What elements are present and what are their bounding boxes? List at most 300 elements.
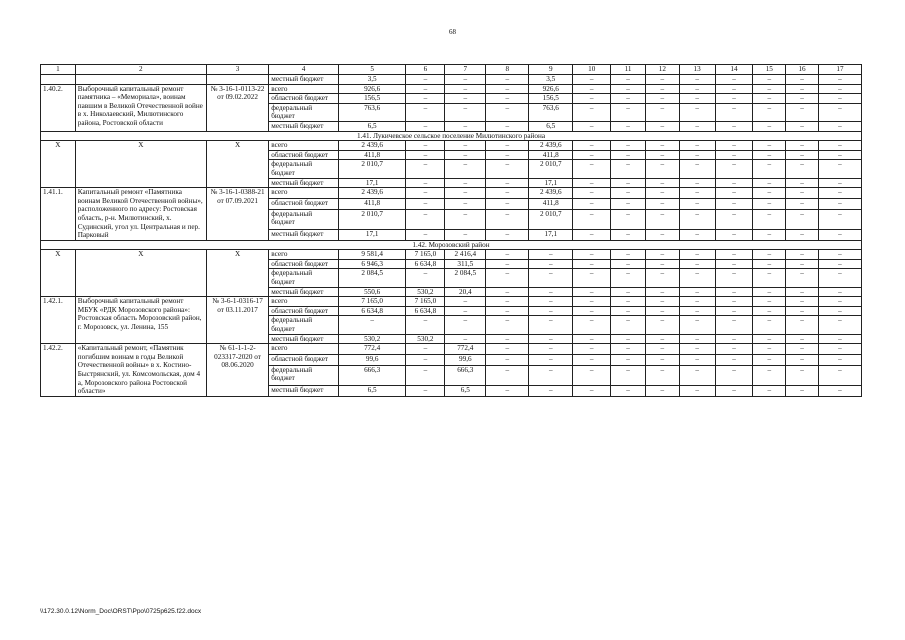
amount-cell: – — [573, 334, 611, 344]
amount-cell: – — [486, 269, 529, 287]
amount-cell: – — [645, 160, 679, 178]
amount-cell: – — [486, 386, 529, 397]
amount-cell: – — [753, 178, 786, 188]
amount-cell: 17,1 — [338, 178, 406, 188]
amount-cell: – — [715, 365, 753, 385]
amount-cell: – — [753, 269, 786, 287]
amount-cell: – — [715, 344, 753, 355]
amount-cell: – — [529, 386, 573, 397]
amount-cell: – — [679, 316, 715, 334]
amount-cell: – — [486, 209, 529, 229]
amount-cell: – — [818, 250, 861, 260]
amount-cell: 530,2 — [338, 334, 406, 344]
funding-source: областной бюджет — [269, 94, 339, 104]
amount-cell: – — [679, 269, 715, 287]
funding-source: областной бюджет — [269, 354, 339, 365]
amount-cell: – — [786, 250, 819, 260]
column-number: 16 — [786, 65, 819, 75]
amount-cell: – — [645, 297, 679, 307]
column-number-row — [41, 65, 862, 75]
amount-cell: – — [573, 306, 611, 316]
amount-cell: – — [645, 287, 679, 297]
amount-cell: – — [486, 344, 529, 355]
amount-cell: – — [786, 334, 819, 344]
column-number: 3 — [206, 65, 268, 75]
amount-cell: – — [818, 306, 861, 316]
amount-cell: – — [753, 94, 786, 104]
amount-cell: – — [445, 229, 486, 240]
funding-source: всего — [269, 297, 339, 307]
amount-cell: – — [645, 84, 679, 94]
amount-cell: 411,8 — [338, 198, 406, 209]
amount-cell: – — [573, 344, 611, 355]
amount-cell: – — [529, 306, 573, 316]
amount-cell: – — [611, 94, 646, 104]
amount-cell: 17,1 — [529, 178, 573, 188]
item-number: Х — [41, 141, 76, 188]
table-row — [41, 84, 862, 94]
amount-cell: – — [818, 160, 861, 178]
amount-cell: 99,6 — [445, 354, 486, 365]
column-number: 8 — [486, 65, 529, 75]
amount-cell: – — [753, 121, 786, 131]
amount-cell: – — [679, 334, 715, 344]
amount-cell: 3,5 — [529, 75, 573, 85]
amount-cell: – — [679, 94, 715, 104]
amount-cell: – — [753, 198, 786, 209]
amount-cell: – — [406, 84, 445, 94]
amount-cell: 6 634,8 — [406, 306, 445, 316]
amount-cell: – — [645, 141, 679, 151]
document-ref: № 3-16-1-0388-21 от 07.09.2021 — [206, 188, 268, 241]
amount-cell: – — [818, 84, 861, 94]
amount-cell: – — [818, 150, 861, 160]
amount-cell: – — [818, 365, 861, 385]
amount-cell: 99,6 — [338, 354, 406, 365]
amount-cell: – — [573, 386, 611, 397]
funding-source: местный бюджет — [269, 75, 339, 85]
amount-cell: – — [818, 287, 861, 297]
amount-cell: – — [573, 269, 611, 287]
amount-cell: – — [445, 297, 486, 307]
column-number: 5 — [338, 65, 406, 75]
amount-cell: – — [486, 188, 529, 199]
amount-cell: – — [611, 259, 646, 269]
amount-cell: – — [679, 160, 715, 178]
amount-cell: – — [486, 354, 529, 365]
column-number: 17 — [818, 65, 861, 75]
column-number: 1 — [41, 65, 76, 75]
amount-cell: – — [715, 198, 753, 209]
amount-cell: – — [753, 103, 786, 121]
table-row — [41, 188, 862, 199]
amount-cell: – — [445, 84, 486, 94]
table-row — [41, 297, 862, 307]
amount-cell: – — [486, 178, 529, 188]
amount-cell: 411,8 — [529, 150, 573, 160]
amount-cell: – — [679, 75, 715, 85]
amount-cell: – — [679, 365, 715, 385]
amount-cell: – — [406, 141, 445, 151]
amount-cell: 411,8 — [529, 198, 573, 209]
amount-cell: – — [818, 229, 861, 240]
amount-cell: 772,4 — [338, 344, 406, 355]
amount-cell: – — [529, 344, 573, 355]
amount-cell: – — [645, 386, 679, 397]
item-number — [41, 75, 76, 85]
funding-source: местный бюджет — [269, 229, 339, 240]
amount-cell: – — [679, 150, 715, 160]
column-number: 14 — [715, 65, 753, 75]
section-row — [41, 131, 862, 141]
funding-source: федеральный бюджет — [269, 269, 339, 287]
amount-cell: – — [645, 334, 679, 344]
amount-cell: – — [715, 150, 753, 160]
item-number: 1.41.1. — [41, 188, 76, 241]
amount-cell: – — [445, 160, 486, 178]
amount-cell: – — [645, 269, 679, 287]
amount-cell: – — [611, 316, 646, 334]
amount-cell: – — [573, 365, 611, 385]
document-ref: Х — [206, 250, 268, 297]
amount-cell: 17,1 — [338, 229, 406, 240]
amount-cell: 666,3 — [445, 365, 486, 385]
amount-cell: – — [445, 121, 486, 131]
amount-cell: – — [786, 94, 819, 104]
amount-cell: – — [715, 297, 753, 307]
item-number: 1.40.2. — [41, 84, 76, 131]
amount-cell: – — [486, 150, 529, 160]
amount-cell: – — [645, 259, 679, 269]
amount-cell: – — [715, 75, 753, 85]
amount-cell: – — [406, 178, 445, 188]
amount-cell: – — [645, 178, 679, 188]
amount-cell: – — [753, 250, 786, 260]
amount-cell: – — [445, 198, 486, 209]
amount-cell: – — [786, 354, 819, 365]
amount-cell: – — [818, 94, 861, 104]
amount-cell: – — [611, 198, 646, 209]
amount-cell: – — [445, 334, 486, 344]
amount-cell: – — [645, 209, 679, 229]
amount-cell: – — [679, 354, 715, 365]
amount-cell: – — [818, 209, 861, 229]
amount-cell: – — [529, 354, 573, 365]
object-name: Капитальный ремонт «Памятника воинам Великой Отечественной войны», расположенного по адресу: Ростовская область, р-н. Милютинский, х. Судинский, угол ул. Центральная и пер. Парковый — [75, 188, 206, 241]
amount-cell: – — [486, 250, 529, 260]
amount-cell: – — [486, 334, 529, 344]
amount-cell: – — [406, 354, 445, 365]
amount-cell: – — [715, 316, 753, 334]
object-name: Выборочный капитальный ремонт памятника – «Мемориала», воинам павшим в Великой Отечественной войне в х. Николаевский, Милютинского района, Ростовской области — [75, 84, 206, 131]
amount-cell: – — [573, 75, 611, 85]
amount-cell: – — [818, 141, 861, 151]
amount-cell: – — [406, 209, 445, 229]
amount-cell: – — [573, 103, 611, 121]
amount-cell: – — [486, 287, 529, 297]
amount-cell: – — [786, 316, 819, 334]
funding-source: местный бюджет — [269, 121, 339, 131]
amount-cell: – — [786, 344, 819, 355]
amount-cell: – — [818, 188, 861, 199]
amount-cell: 6,5 — [338, 121, 406, 131]
amount-cell: – — [573, 250, 611, 260]
column-number: 9 — [529, 65, 573, 75]
amount-cell: – — [486, 121, 529, 131]
amount-cell: – — [715, 287, 753, 297]
funding-source: областной бюджет — [269, 306, 339, 316]
amount-cell: 7 165,0 — [406, 297, 445, 307]
amount-cell: – — [573, 354, 611, 365]
amount-cell: 6,5 — [338, 386, 406, 397]
amount-cell: – — [679, 250, 715, 260]
amount-cell: 17,1 — [529, 229, 573, 240]
amount-cell: – — [406, 75, 445, 85]
amount-cell: 156,5 — [338, 94, 406, 104]
amount-cell: 9 581,4 — [338, 250, 406, 260]
amount-cell: – — [445, 209, 486, 229]
amount-cell: – — [486, 160, 529, 178]
amount-cell: – — [786, 160, 819, 178]
amount-cell: – — [611, 386, 646, 397]
amount-cell: – — [486, 103, 529, 121]
amount-cell: – — [786, 121, 819, 131]
amount-cell: – — [406, 316, 445, 334]
amount-cell: – — [573, 141, 611, 151]
amount-cell: – — [645, 150, 679, 160]
amount-cell: – — [786, 198, 819, 209]
amount-cell: – — [486, 365, 529, 385]
amount-cell: 3,5 — [338, 75, 406, 85]
amount-cell: – — [573, 209, 611, 229]
amount-cell: – — [753, 150, 786, 160]
amount-cell: – — [445, 306, 486, 316]
amount-cell: – — [611, 103, 646, 121]
object-name: Х — [75, 250, 206, 297]
amount-cell: – — [753, 334, 786, 344]
amount-cell: – — [753, 354, 786, 365]
amount-cell: – — [611, 297, 646, 307]
amount-cell: – — [753, 365, 786, 385]
amount-cell: – — [406, 188, 445, 199]
document-ref — [206, 75, 268, 85]
object-name: «Капитальный ремонт, «Памятник погибшим воинам в годы Великой Отечественной войны» в х. Костино-Быстрянский, ул. Комсомольская, дом 4 а, Морозовского района Ростовской области» — [75, 344, 206, 397]
funding-source: местный бюджет — [269, 178, 339, 188]
amount-cell: – — [529, 259, 573, 269]
amount-cell: – — [786, 269, 819, 287]
amount-cell: – — [753, 188, 786, 199]
funding-source: областной бюджет — [269, 259, 339, 269]
amount-cell: – — [573, 121, 611, 131]
amount-cell: 2 439,6 — [338, 141, 406, 151]
amount-cell: – — [611, 150, 646, 160]
amount-cell: – — [818, 103, 861, 121]
amount-cell: – — [611, 229, 646, 240]
column-number: 7 — [445, 65, 486, 75]
amount-cell: – — [715, 229, 753, 240]
amount-cell: – — [715, 103, 753, 121]
amount-cell: – — [753, 75, 786, 85]
amount-cell: – — [753, 141, 786, 151]
funding-source: федеральный бюджет — [269, 160, 339, 178]
amount-cell: – — [645, 75, 679, 85]
funding-source: всего — [269, 141, 339, 151]
amount-cell: – — [486, 229, 529, 240]
column-number: 6 — [406, 65, 445, 75]
amount-cell: – — [753, 209, 786, 229]
amount-cell: – — [611, 287, 646, 297]
document-ref: Х — [206, 141, 268, 188]
funding-source: федеральный бюджет — [269, 209, 339, 229]
amount-cell: 6,5 — [445, 386, 486, 397]
amount-cell: 2 439,6 — [338, 188, 406, 199]
amount-cell: – — [486, 84, 529, 94]
amount-cell: – — [679, 178, 715, 188]
amount-cell: – — [715, 178, 753, 188]
table-row — [41, 141, 862, 151]
amount-cell: – — [445, 150, 486, 160]
table-row — [41, 75, 862, 85]
amount-cell: 926,6 — [338, 84, 406, 94]
amount-cell: – — [486, 94, 529, 104]
amount-cell: – — [406, 94, 445, 104]
amount-cell: – — [818, 75, 861, 85]
amount-cell: – — [645, 188, 679, 199]
amount-cell: – — [753, 229, 786, 240]
object-name: Выборочный капитальный ремонт МБУК «РДК Морозовского района»: Ростовская область Морозовский район, г. Морозовск, ул. Ленина, 155 — [75, 297, 206, 344]
amount-cell: – — [679, 229, 715, 240]
amount-cell: – — [573, 84, 611, 94]
amount-cell: – — [573, 160, 611, 178]
funding-source: областной бюджет — [269, 150, 339, 160]
amount-cell: – — [406, 150, 445, 160]
amount-cell: – — [445, 103, 486, 121]
budget-table — [40, 64, 862, 397]
amount-cell: – — [679, 84, 715, 94]
amount-cell: – — [786, 297, 819, 307]
amount-cell: – — [645, 121, 679, 131]
amount-cell: – — [715, 354, 753, 365]
amount-cell: – — [611, 121, 646, 131]
funding-source: всего — [269, 344, 339, 355]
amount-cell: – — [573, 259, 611, 269]
amount-cell: – — [679, 103, 715, 121]
amount-cell: – — [529, 269, 573, 287]
document-ref: № 3-16-1-0113-22 от 09.02.2022 — [206, 84, 268, 131]
amount-cell: 156,5 — [529, 94, 573, 104]
amount-cell: – — [715, 209, 753, 229]
amount-cell: 530,2 — [406, 287, 445, 297]
amount-cell: – — [786, 75, 819, 85]
amount-cell: – — [786, 259, 819, 269]
funding-source: всего — [269, 250, 339, 260]
amount-cell: 20,4 — [445, 287, 486, 297]
amount-cell: – — [486, 259, 529, 269]
amount-cell: – — [611, 354, 646, 365]
amount-cell: – — [573, 198, 611, 209]
column-number: 4 — [269, 65, 339, 75]
column-number: 15 — [753, 65, 786, 75]
amount-cell: – — [611, 84, 646, 94]
amount-cell: 772,4 — [445, 344, 486, 355]
amount-cell: 2 439,6 — [529, 141, 573, 151]
amount-cell: – — [679, 306, 715, 316]
amount-cell: – — [445, 316, 486, 334]
amount-cell: – — [611, 344, 646, 355]
amount-cell: – — [753, 160, 786, 178]
section-row — [41, 240, 862, 250]
file-path-footer: \\172.30.0.12\Norm_Doc\ORST\Ppo\0725p625.f22.docx — [40, 608, 202, 615]
section-title: 1.42. Морозовский район — [41, 240, 862, 250]
item-number: 1.42.2. — [41, 344, 76, 397]
amount-cell: – — [786, 209, 819, 229]
amount-cell: – — [573, 178, 611, 188]
amount-cell: – — [573, 297, 611, 307]
amount-cell: 926,6 — [529, 84, 573, 94]
amount-cell: – — [715, 386, 753, 397]
amount-cell: – — [679, 198, 715, 209]
amount-cell: – — [445, 188, 486, 199]
amount-cell: – — [611, 75, 646, 85]
document-ref: № 3-6-1-0316-17 от 03.11.2017 — [206, 297, 268, 344]
amount-cell: – — [679, 188, 715, 199]
amount-cell: – — [645, 344, 679, 355]
amount-cell: – — [715, 160, 753, 178]
amount-cell: – — [573, 150, 611, 160]
amount-cell: – — [486, 141, 529, 151]
amount-cell: – — [406, 103, 445, 121]
amount-cell: – — [486, 306, 529, 316]
amount-cell: 2 010,7 — [529, 160, 573, 178]
amount-cell: – — [645, 103, 679, 121]
amount-cell: – — [573, 287, 611, 297]
item-number: Х — [41, 250, 76, 297]
object-name — [75, 75, 206, 85]
column-number: 12 — [645, 65, 679, 75]
column-number: 11 — [611, 65, 646, 75]
amount-cell: – — [529, 287, 573, 297]
amount-cell: 6 634,8 — [338, 306, 406, 316]
document-ref: № 61-1-1-2-023317-2020 от 08.06.2020 — [206, 344, 268, 397]
amount-cell: – — [715, 334, 753, 344]
amount-cell: – — [818, 316, 861, 334]
amount-cell: – — [753, 386, 786, 397]
amount-cell: – — [753, 344, 786, 355]
amount-cell: – — [338, 316, 406, 334]
amount-cell: 2 084,5 — [445, 269, 486, 287]
amount-cell: – — [715, 269, 753, 287]
amount-cell: – — [445, 178, 486, 188]
table-row — [41, 250, 862, 260]
amount-cell: – — [406, 198, 445, 209]
amount-cell: – — [786, 229, 819, 240]
amount-cell: 6,5 — [529, 121, 573, 131]
amount-cell: – — [406, 269, 445, 287]
amount-cell: – — [679, 287, 715, 297]
amount-cell: – — [645, 354, 679, 365]
amount-cell: – — [406, 160, 445, 178]
amount-cell: – — [818, 121, 861, 131]
amount-cell: 2 439,6 — [529, 188, 573, 199]
amount-cell: 530,2 — [406, 334, 445, 344]
amount-cell: – — [645, 365, 679, 385]
amount-cell: – — [486, 316, 529, 334]
amount-cell: – — [406, 386, 445, 397]
amount-cell: 7 165,0 — [338, 297, 406, 307]
amount-cell: – — [406, 121, 445, 131]
amount-cell: – — [715, 141, 753, 151]
amount-cell: – — [753, 84, 786, 94]
